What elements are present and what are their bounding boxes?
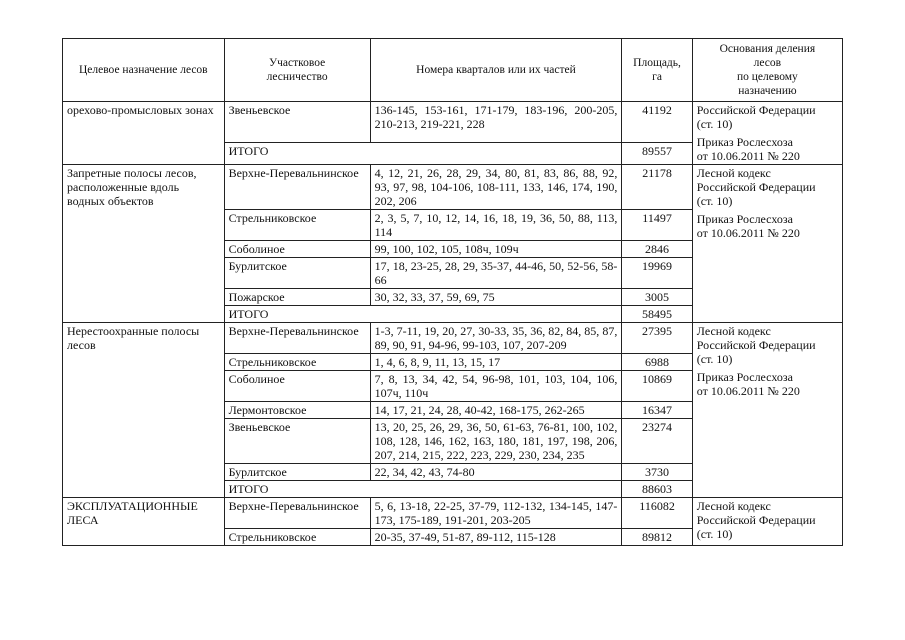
forestry-cell: Бурлитское <box>224 464 370 481</box>
purpose-cell: ЭКСПЛУАТАЦИОННЫЕ ЛЕСА <box>63 498 225 546</box>
basis-line: от 10.06.2011 № 220 <box>696 384 800 398</box>
basis-line: от 10.06.2011 № 220 <box>696 226 800 240</box>
area-cell: 3005 <box>622 289 692 306</box>
basis-line: Приказ Рослесхоза <box>696 370 793 384</box>
forestry-cell: Верхне-Перевальнинское <box>224 498 370 529</box>
header-purpose-text: Целевое назначение лесов <box>78 64 208 76</box>
header-row <box>63 39 843 102</box>
header-basis-line1: Основания деления <box>719 43 816 55</box>
basis-line: Лесной кодекс <box>696 166 771 180</box>
quarters-cell: 5, 6, 13-18, 22-25, 37-79, 112-132, 134-145, 147-173, 175-189, 191-201, 203-205 <box>370 498 622 529</box>
basis-line: (ст. 10) <box>696 527 733 541</box>
header-area-line1: Площадь, <box>633 57 681 69</box>
quarters-cell: 7, 8, 13, 34, 42, 54, 96-98, 101, 103, 104, 106, 107ч, 110ч <box>370 371 622 402</box>
quarters-cell: 1-3, 7-11, 19, 20, 27, 30-33, 35, 36, 82, 84, 85, 87, 89, 90, 91, 94-96, 99-103, 107, 207-209 <box>370 323 622 354</box>
basis-line: Российской Федерации <box>696 338 816 352</box>
basis-cell <box>692 323 842 498</box>
area-cell: 2846 <box>622 241 692 258</box>
purpose-cell: Нерестоохранные полосы лесов <box>63 323 225 498</box>
header-area <box>622 39 692 102</box>
basis-line: (ст. 10) <box>696 352 733 366</box>
table-row <box>63 498 843 529</box>
basis-cell <box>692 102 842 165</box>
forestry-cell: Бурлитское <box>224 258 370 289</box>
quarters-cell: 20-35, 37-49, 51-87, 89-112, 115-128 <box>370 529 622 546</box>
total-label: ИТОГО <box>224 306 622 323</box>
area-cell: 11497 <box>622 210 692 241</box>
forestry-cell: Верхне-Перевальнинское <box>224 323 370 354</box>
header-forestry-line1: Участковое <box>268 57 326 69</box>
area-cell: 19969 <box>622 258 692 289</box>
header-area-line2: га <box>652 71 662 83</box>
total-area: 58495 <box>622 306 692 323</box>
basis-line: Российской Федерации <box>696 103 816 117</box>
quarters-cell: 2, 3, 5, 7, 10, 12, 14, 16, 18, 19, 36, 50, 88, 113, 114 <box>370 210 622 241</box>
total-area: 88603 <box>622 481 692 498</box>
table-row <box>63 165 843 210</box>
purpose-cell: Запретные полосы лесов, расположенные вдоль водных объектов <box>63 165 225 323</box>
basis-line: Приказ Рослесхоза <box>696 135 793 149</box>
basis-line: Лесной кодекс <box>696 499 771 513</box>
quarters-cell: 22, 34, 42, 43, 74-80 <box>370 464 622 481</box>
area-cell: 6988 <box>622 354 692 371</box>
total-area: 89557 <box>622 142 692 164</box>
basis-cell <box>692 498 842 546</box>
table-body <box>63 102 843 546</box>
basis-line: от 10.06.2011 № 220 <box>696 149 800 163</box>
quarters-cell: 99, 100, 102, 105, 108ч, 109ч <box>370 241 622 258</box>
basis-line: Лесной кодекс <box>696 324 771 338</box>
quarters-cell: 136-145, 153-161, 171-179, 183-196, 200-205, 210-213, 219-221, 228 <box>370 102 622 143</box>
quarters-cell: 30, 32, 33, 37, 59, 69, 75 <box>370 289 622 306</box>
header-forestry <box>224 39 370 102</box>
header-basis-line4: назначению <box>738 85 797 97</box>
basis-line: (ст. 10) <box>696 117 733 131</box>
basis-line: Российской Федерации <box>696 180 816 194</box>
forestry-cell: Звеньевское <box>224 102 370 143</box>
area-cell: 23274 <box>622 419 692 464</box>
area-cell: 116082 <box>622 498 692 529</box>
quarters-cell: 14, 17, 21, 24, 28, 40-42, 168-175, 262-265 <box>370 402 622 419</box>
basis-cell <box>692 165 842 323</box>
table-row <box>63 102 843 143</box>
quarters-cell: 17, 18, 23-25, 28, 29, 35-37, 44-46, 50, 52-56, 58-66 <box>370 258 622 289</box>
area-cell: 41192 <box>622 102 692 143</box>
header-basis-line3: по целевому <box>736 71 798 83</box>
quarters-cell: 13, 20, 25, 26, 29, 36, 50, 61-63, 76-81, 100, 102, 108, 128, 146, 162, 163, 180, 181, 197, 198, 206, 207, 214, 215, 222, 223, 229, 230, 234, 235 <box>370 419 622 464</box>
forestry-cell: Пожарское <box>224 289 370 306</box>
forestry-cell: Звеньевское <box>224 419 370 464</box>
header-quarters <box>370 39 622 102</box>
area-cell: 21178 <box>622 165 692 210</box>
header-basis <box>692 39 842 102</box>
forestry-cell: Стрельниковское <box>224 529 370 546</box>
basis-line: (ст. 10) <box>696 194 733 208</box>
table-row <box>63 323 843 354</box>
area-cell: 16347 <box>622 402 692 419</box>
forestry-cell: Лермонтовское <box>224 402 370 419</box>
basis-line: Приказ Рослесхоза <box>696 212 793 226</box>
total-label: ИТОГО <box>224 142 622 164</box>
forest-purpose-table <box>62 38 843 546</box>
area-cell: 27395 <box>622 323 692 354</box>
forestry-cell: Стрельниковское <box>224 354 370 371</box>
forestry-cell: Соболиное <box>224 371 370 402</box>
forestry-cell: Верхне-Перевальнинское <box>224 165 370 210</box>
basis-line: Российской Федерации <box>696 513 816 527</box>
purpose-cell: орехово-промысловых зонах <box>63 102 225 165</box>
quarters-cell: 4, 12, 21, 26, 28, 29, 34, 80, 81, 83, 86, 88, 92, 93, 97, 98, 104-106, 108-111, 133, 146, 174, 190, 202, 206 <box>370 165 622 210</box>
header-quarters-text: Номера кварталов или их частей <box>416 64 576 76</box>
area-cell: 3730 <box>622 464 692 481</box>
forestry-cell: Соболиное <box>224 241 370 258</box>
quarters-cell: 1, 4, 6, 8, 9, 11, 13, 15, 17 <box>370 354 622 371</box>
forestry-cell: Стрельниковское <box>224 210 370 241</box>
header-basis-line2: лесов <box>753 57 782 69</box>
total-label: ИТОГО <box>224 481 622 498</box>
header-forestry-line2: лесничество <box>266 71 328 83</box>
header-purpose <box>63 39 225 102</box>
area-cell: 89812 <box>622 529 692 546</box>
area-cell: 10869 <box>622 371 692 402</box>
